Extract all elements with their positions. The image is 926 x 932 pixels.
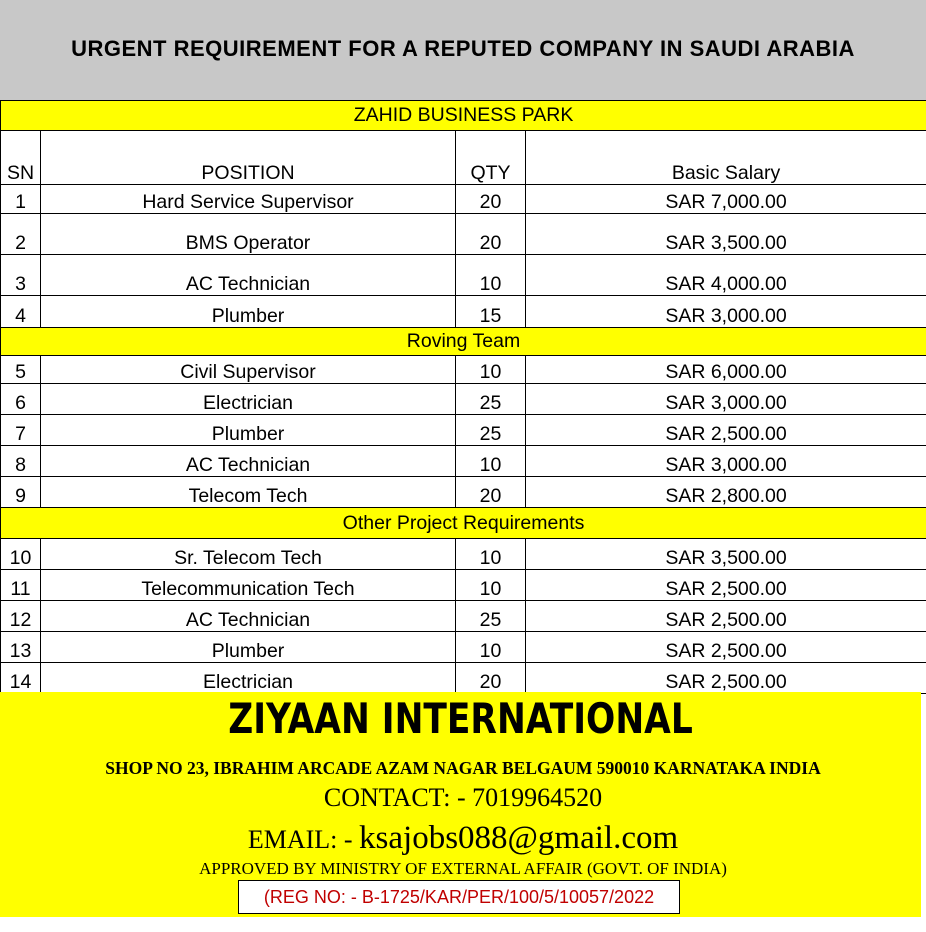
cell-qty: 10 xyxy=(456,570,526,601)
cell-sn: 7 xyxy=(1,415,41,446)
table-row xyxy=(1,415,926,446)
cell-qty: 10 xyxy=(456,632,526,663)
agency-email xyxy=(0,820,926,857)
table-row xyxy=(1,255,926,296)
column-header-position: POSITION xyxy=(41,131,456,185)
cell-salary: SAR 7,000.00 xyxy=(526,185,926,214)
table-row xyxy=(1,446,926,477)
agency-address: SHOP NO 23, IBRAHIM ARCADE AZAM NAGAR BELGAUM 590010 KARNATAKA INDIA xyxy=(105,758,821,778)
cell-salary: SAR 2,800.00 xyxy=(526,477,926,508)
cell-position: Plumber xyxy=(41,296,456,328)
cell-sn: 1 xyxy=(1,185,41,214)
cell-qty: 25 xyxy=(456,601,526,632)
cell-qty: 10 xyxy=(456,255,526,296)
cell-qty: 20 xyxy=(456,214,526,255)
cell-sn: 2 xyxy=(1,214,41,255)
section-header-row xyxy=(1,101,926,131)
cell-qty: 10 xyxy=(456,446,526,477)
table-row xyxy=(1,296,926,328)
cell-position: AC Technician xyxy=(41,255,456,296)
table-row xyxy=(1,632,926,663)
cell-qty: 25 xyxy=(456,384,526,415)
cell-position: BMS Operator xyxy=(41,214,456,255)
table-row xyxy=(1,356,926,384)
column-header-qty: QTY xyxy=(456,131,526,185)
cell-sn: 11 xyxy=(1,570,41,601)
table-row xyxy=(1,539,926,570)
registration-number: (REG NO: - B-1725/KAR/PER/100/5/10057/2022 xyxy=(238,880,680,914)
cell-salary: SAR 3,000.00 xyxy=(526,384,926,415)
cell-qty: 20 xyxy=(456,185,526,214)
cell-salary: SAR 4,000.00 xyxy=(526,255,926,296)
agency-name: ZIYAAN INTERNATIONAL xyxy=(228,694,693,743)
cell-qty: 10 xyxy=(456,539,526,570)
cell-position: Plumber xyxy=(41,632,456,663)
cell-salary: SAR 6,000.00 xyxy=(526,356,926,384)
cell-sn: 4 xyxy=(1,296,41,328)
cell-qty: 15 xyxy=(456,296,526,328)
cell-position: AC Technician xyxy=(41,446,456,477)
cell-salary: SAR 2,500.00 xyxy=(526,415,926,446)
email-label: EMAIL: - xyxy=(247,825,360,854)
cell-salary: SAR 2,500.00 xyxy=(526,663,926,694)
bottom-margin xyxy=(0,917,926,932)
cell-salary: SAR 3,500.00 xyxy=(526,539,926,570)
cell-position: AC Technician xyxy=(41,601,456,632)
cell-salary: SAR 2,500.00 xyxy=(526,632,926,663)
cell-position: Civil Supervisor xyxy=(41,356,456,384)
section-title: Roving Team xyxy=(1,328,926,356)
cell-salary: SAR 2,500.00 xyxy=(526,601,926,632)
cell-position: Sr. Telecom Tech xyxy=(41,539,456,570)
email-value: ksajobs088@gmail.com xyxy=(359,820,679,856)
column-header-salary: Basic Salary xyxy=(526,131,926,185)
table-row xyxy=(1,663,926,694)
table-row xyxy=(1,477,926,508)
cell-sn: 12 xyxy=(1,601,41,632)
table-row xyxy=(1,601,926,632)
approval-note: APPROVED BY MINISTRY OF EXTERNAL AFFAIR (GOVT. OF INDIA) xyxy=(199,859,727,878)
cell-sn: 6 xyxy=(1,384,41,415)
cell-position: Telecom Tech xyxy=(41,477,456,508)
column-header-sn: SN xyxy=(1,131,41,185)
section-header-row xyxy=(1,328,926,356)
cell-position: Telecommunication Tech xyxy=(41,570,456,601)
cell-sn: 14 xyxy=(1,663,41,694)
agency-footer xyxy=(0,692,921,917)
section-title: ZAHID BUSINESS PARK xyxy=(1,101,926,131)
cell-salary: SAR 3,000.00 xyxy=(526,446,926,477)
cell-position: Electrician xyxy=(41,663,456,694)
table-row xyxy=(1,384,926,415)
cell-sn: 13 xyxy=(1,632,41,663)
cell-position: Electrician xyxy=(41,384,456,415)
cell-qty: 20 xyxy=(456,663,526,694)
section-header-row xyxy=(1,508,926,539)
cell-sn: 8 xyxy=(1,446,41,477)
agency-contact: CONTACT: - 7019964520 xyxy=(323,783,603,812)
requirements-table xyxy=(0,100,926,694)
cell-position: Plumber xyxy=(41,415,456,446)
cell-sn: 9 xyxy=(1,477,41,508)
table-row xyxy=(1,214,926,255)
header-banner xyxy=(0,0,926,100)
column-header-row xyxy=(1,131,926,185)
cell-qty: 10 xyxy=(456,356,526,384)
cell-position: Hard Service Supervisor xyxy=(41,185,456,214)
section-title: Other Project Requirements xyxy=(1,508,926,539)
cell-qty: 25 xyxy=(456,415,526,446)
table-row xyxy=(1,185,926,214)
cell-sn: 10 xyxy=(1,539,41,570)
cell-salary: SAR 2,500.00 xyxy=(526,570,926,601)
page-title: URGENT REQUIREMENT FOR A REPUTED COMPANY IN SAUDI ARABIA xyxy=(71,36,855,61)
cell-sn: 3 xyxy=(1,255,41,296)
cell-sn: 5 xyxy=(1,356,41,384)
cell-qty: 20 xyxy=(456,477,526,508)
cell-salary: SAR 3,000.00 xyxy=(526,296,926,328)
table-row xyxy=(1,570,926,601)
cell-salary: SAR 3,500.00 xyxy=(526,214,926,255)
